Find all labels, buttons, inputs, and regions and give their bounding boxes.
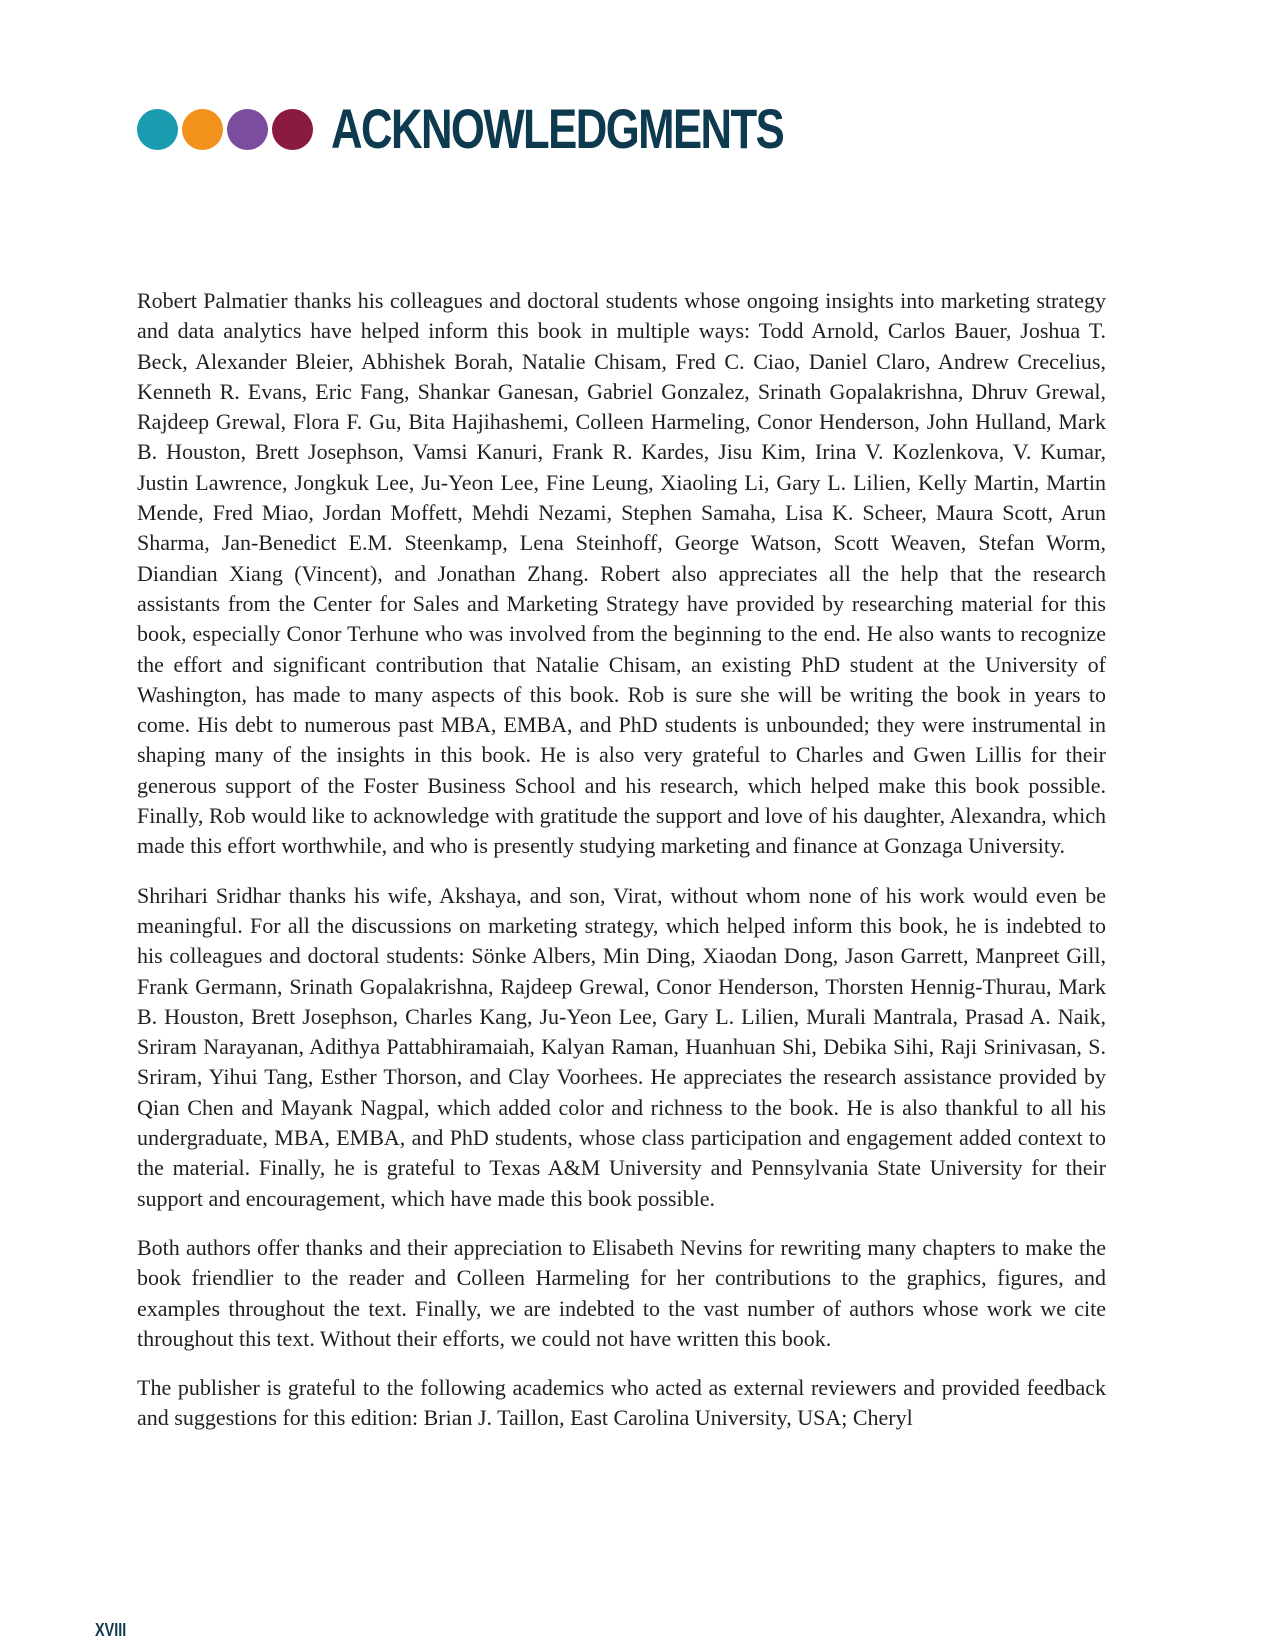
page-number: XVIII — [95, 1620, 127, 1640]
decorative-dots — [137, 109, 317, 150]
paragraph-both-authors: Both authors offer thanks and their appreciation to Elisabeth Nevins for rewriting many chapters to make the book friendlier to the reader and Colleen Harmeling for her contributions to the graphics, figures, and examples throughout the text. Finally, we are indebted to the vast number of authors whose work we cite throughout this text. Without their efforts, we could not have written this book. — [137, 1234, 1106, 1351]
chapter-header — [137, 96, 911, 162]
dot-orange-icon — [182, 109, 223, 150]
paragraph-palmatier: Robert Palmatier thanks his colleagues and doctoral students whose ongoing insights into marketing strategy and data analytics have helped inform this book in multiple ways: Todd Arnold, Carlos Bauer, Joshua T. Beck, Alexander Bleier, Abhishek Borah, Natalie Chisam, Fred C. Ciao, Daniel Claro, Andrew Crecelius, Kenneth R. Evans, Eric Fang, Shankar Ganesan, Gabriel Gonzalez, Srinath Gopalakrishna, Dhruv Grewal, Rajdeep Grewal, Flora F. Gu, Bita Hajihashemi, Colleen Harmeling, Conor Henderson, John Hulland, Mark B. Houston, Brett Josephson, Vamsi Kanuri, Frank R. Kardes, Jisu Kim, Irina V. Kozlenkova, V. Kumar, Justin Lawrence, Jongkuk Lee, Ju-Yeon Lee, Fine Leung, Xiaoling Li, Gary L. Lilien, Kelly Martin, Martin Mende, Fred Miao, Jordan Moffett, Mehdi Nezami, Stephen Samaha, Lisa K. Scheer, Maura Scott, Arun Sharma, Jan-Benedict E.M. Steenkamp, Lena Steinhoff, George Watson, Scott Weaven, Stefan Worm, Diandian Xiang (Vincent), and Jonathan Zhang. Robert also appreciates all the help that the research assistants from the Center for Sales and Marketing Strategy have provided by researching material for this book, especially Conor Terhune who was involved from the beginning to the end. He also wants to recognize the effort and significant contribution that Natalie Chisam, an existing PhD student at the University of Washington, has made to many aspects of this book. Rob is sure she will be writing the book in years to come. His debt to numerous past MBA, EMBA, and PhD students is unbounded; they were instrumental in shaping many of the insights in this book. He is also very grateful to Charles and Gwen Lillis for their generous support of the Foster Business School and his research, which helped make this book possible. Finally, Rob would like to acknowledge with gratitude the support and love of his daughter, Alexandra, which made this effort worthwhile, and who is presently studying marketing and finance at Gonzaga University. — [137, 288, 1106, 859]
dot-purple-icon — [227, 109, 268, 150]
paragraph-sridhar: Shrihari Sridhar thanks his wife, Akshaya, and son, Virat, without whom none of his work would even be meaningful. For all the discussions on marketing strategy, which helped inform this book, he is indebted to his colleagues and doctoral students: Sönke Albers, Min Ding, Xiaodan Dong, Jason Garrett, Manpreet Gill, Frank Germann, Srinath Gopalakrishna, Rajdeep Grewal, Conor Henderson, Thorsten Hennig-Thurau, Mark B. Houston, Brett Josephson, Charles Kang, Ju-Yeon Lee, Gary L. Lilien, Murali Mantrala, Prasad A. Naik, Sriram Narayanan, Adithya Pattabhiramaiah, Kalyan Raman, Huanhuan Shi, Debika Sihi, Raji Srinivasan, S. Sriram, Yihui Tang, Esther Thorson, and Clay Voorhees. He appreciates the research assistance provided by Qian Chen and Mayank Nagpal, which added color and richness to the book. He is also thankful to all his undergraduate, MBA, EMBA, and PhD students, whose class participation and engagement added context to the material. Finally, he is grateful to Texas A&M University and Pennsylvania State University for their support and encouragement, which have made this book possible. — [137, 882, 1106, 1211]
dot-teal-icon — [137, 109, 178, 150]
body-text — [137, 286, 1106, 1453]
paragraph-publisher: The publisher is grateful to the following academics who acted as external reviewers and provided feedback and suggestions for this edition: Brian J. Taillon, East Carolina University, USA; Cheryl — [137, 1375, 1106, 1431]
dot-maroon-icon — [272, 109, 313, 150]
page-title: ACKNOWLEDGMENTS — [331, 97, 784, 160]
